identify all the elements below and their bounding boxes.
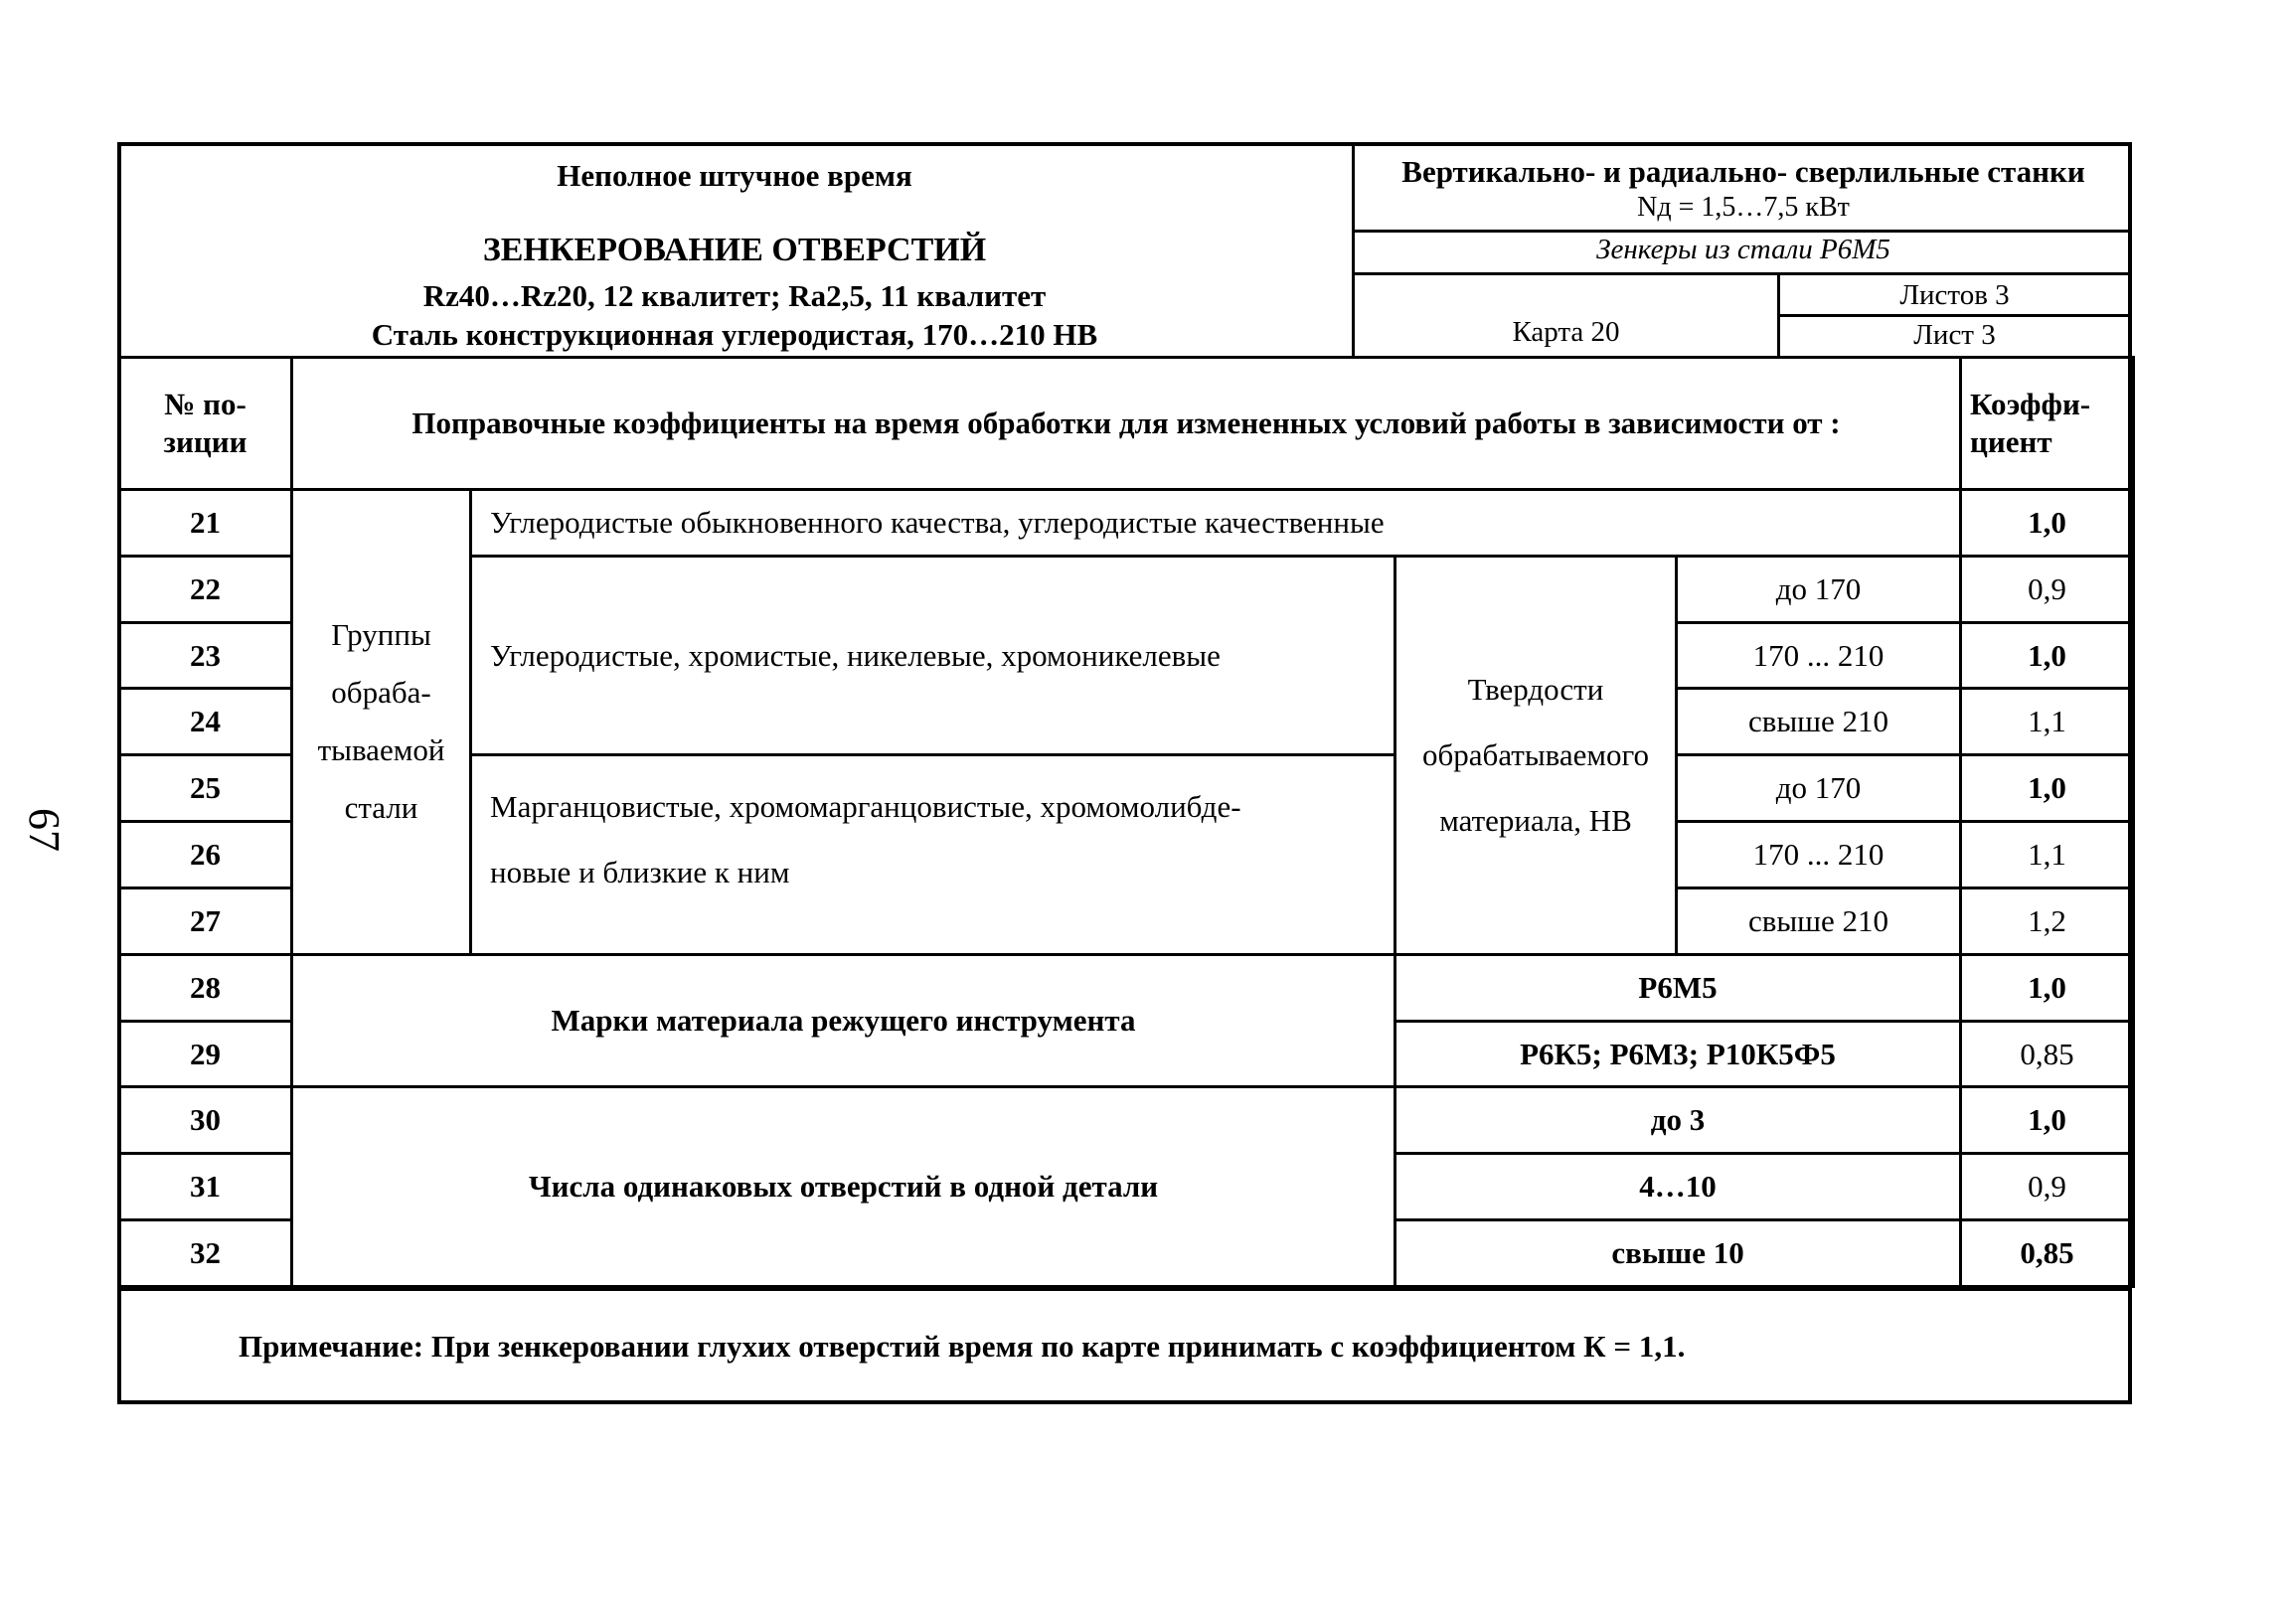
steel-group-label-line: стали bbox=[344, 790, 418, 826]
row-coefficient: 0,85 bbox=[1961, 1021, 2134, 1087]
row-condition: 4…10 bbox=[1395, 1154, 1961, 1220]
holes-count-label: Числа одинаковых отверстий в одной детали bbox=[292, 1087, 1395, 1286]
row-condition: свыше 210 bbox=[1677, 887, 1961, 954]
steel-group-label-line: тываемой bbox=[317, 732, 445, 768]
header-subtitle: Неполное штучное время bbox=[557, 158, 912, 193]
steel-group-b-line: Марганцовистые, хромомарганцовистые, хромомолибде- bbox=[490, 789, 1241, 825]
row-position: 31 bbox=[119, 1154, 292, 1220]
row-condition: до 3 bbox=[1395, 1087, 1961, 1154]
note-text: Примечание: При зенкеровании глухих отверстий время по карте принимать с коэффициентом К = 1,1. bbox=[239, 1329, 1686, 1364]
hardness-label-line: обрабатываемого bbox=[1422, 736, 1649, 772]
row-coefficient: 1,0 bbox=[1961, 622, 2134, 689]
row-condition: Р6М5 bbox=[1395, 954, 1961, 1021]
row-position: 30 bbox=[119, 1087, 292, 1154]
header-left-block bbox=[117, 142, 1355, 356]
row-position: 22 bbox=[119, 556, 292, 622]
table-row bbox=[119, 954, 2134, 1021]
header-material: Сталь конструкционная углеродистая, 170…210 НВ bbox=[371, 317, 1098, 352]
page-number: 67 bbox=[20, 808, 70, 852]
header-machines: Вертикально- и радиально- сверлильные станки bbox=[1401, 154, 2085, 189]
row-position: 25 bbox=[119, 755, 292, 822]
row-position: 24 bbox=[119, 689, 292, 755]
table-row bbox=[119, 1087, 2134, 1154]
header-quality: Rz40…Rz20, 12 квалитет; Ra2,5, 11 квалитет bbox=[422, 278, 1047, 313]
row-position: 27 bbox=[119, 887, 292, 954]
row-position: 28 bbox=[119, 954, 292, 1021]
row-position: 29 bbox=[119, 1021, 292, 1087]
hardness-label-line: материала, НВ bbox=[1439, 802, 1632, 838]
row-position: 32 bbox=[119, 1220, 292, 1287]
card-header bbox=[117, 142, 2132, 356]
row-coefficient: 1,0 bbox=[1961, 954, 2134, 1021]
steel-group-b-line: новые и близкие к ним bbox=[490, 855, 790, 890]
steel-group-b-description bbox=[471, 755, 1395, 954]
header-sheets-total: Листов 3 bbox=[1899, 279, 2010, 311]
steel-group-label-line: обраба- bbox=[331, 675, 431, 711]
row-condition: свыше 10 bbox=[1395, 1220, 1961, 1287]
steel-description-21: Углеродистые обыкновенного качества, углеродистые качественные bbox=[471, 490, 1961, 557]
table-row bbox=[119, 490, 2134, 557]
row-condition: Р6К5; Р6М3; Р10К5Ф5 bbox=[1395, 1021, 1961, 1087]
row-position: 21 bbox=[119, 490, 292, 557]
col-header-position: № по- зиции bbox=[119, 358, 292, 490]
col-header-coefficient: Коэффи- циент bbox=[1961, 358, 2134, 490]
row-condition: до 170 bbox=[1677, 556, 1961, 622]
row-coefficient: 1,1 bbox=[1961, 822, 2134, 888]
row-condition: 170 ... 210 bbox=[1677, 622, 1961, 689]
row-coefficient: 0,9 bbox=[1961, 1154, 2134, 1220]
divider bbox=[1355, 230, 2132, 233]
steel-group-label bbox=[292, 490, 471, 955]
coefficients-table bbox=[117, 356, 2135, 1288]
row-coefficient: 0,85 bbox=[1961, 1220, 2134, 1287]
steel-group-a-description: Углеродистые, хромистые, никелевые, хромоникелевые bbox=[471, 556, 1395, 754]
row-coefficient: 1,0 bbox=[1961, 755, 2134, 822]
col-header-description: Поправочные коэффициенты на время обработки для измененных условий работы в зависимости от : bbox=[292, 358, 1961, 490]
row-coefficient: 0,9 bbox=[1961, 556, 2134, 622]
hardness-label bbox=[1395, 556, 1677, 954]
hardness-label-line: Твердости bbox=[1467, 671, 1604, 707]
divider bbox=[1777, 314, 2132, 317]
note-block bbox=[117, 1288, 2132, 1404]
header-title: ЗЕНКЕРОВАНИЕ ОТВЕРСТИЙ bbox=[482, 232, 987, 268]
tool-grade-label: Марки материала режущего инструмента bbox=[292, 954, 1395, 1087]
header-sheet-number: Лист 3 bbox=[1913, 319, 1996, 351]
header-right-block bbox=[1355, 142, 2132, 356]
header-tools: Зенкеры из стали Р6М5 bbox=[1596, 234, 1890, 265]
row-condition: до 170 bbox=[1677, 755, 1961, 822]
header-card-number: Карта 20 bbox=[1512, 316, 1620, 348]
row-coefficient: 1,0 bbox=[1961, 490, 2134, 557]
row-position: 26 bbox=[119, 822, 292, 888]
row-position: 23 bbox=[119, 622, 292, 689]
table-header-row bbox=[119, 358, 2134, 490]
divider bbox=[1355, 272, 2132, 275]
row-coefficient: 1,2 bbox=[1961, 887, 2134, 954]
row-condition: свыше 210 bbox=[1677, 689, 1961, 755]
row-coefficient: 1,0 bbox=[1961, 1087, 2134, 1154]
row-coefficient: 1,1 bbox=[1961, 689, 2134, 755]
row-condition: 170 ... 210 bbox=[1677, 822, 1961, 888]
header-power: Nд = 1,5…7,5 кВт bbox=[1637, 192, 1850, 223]
steel-group-label-line: Группы bbox=[331, 617, 431, 653]
